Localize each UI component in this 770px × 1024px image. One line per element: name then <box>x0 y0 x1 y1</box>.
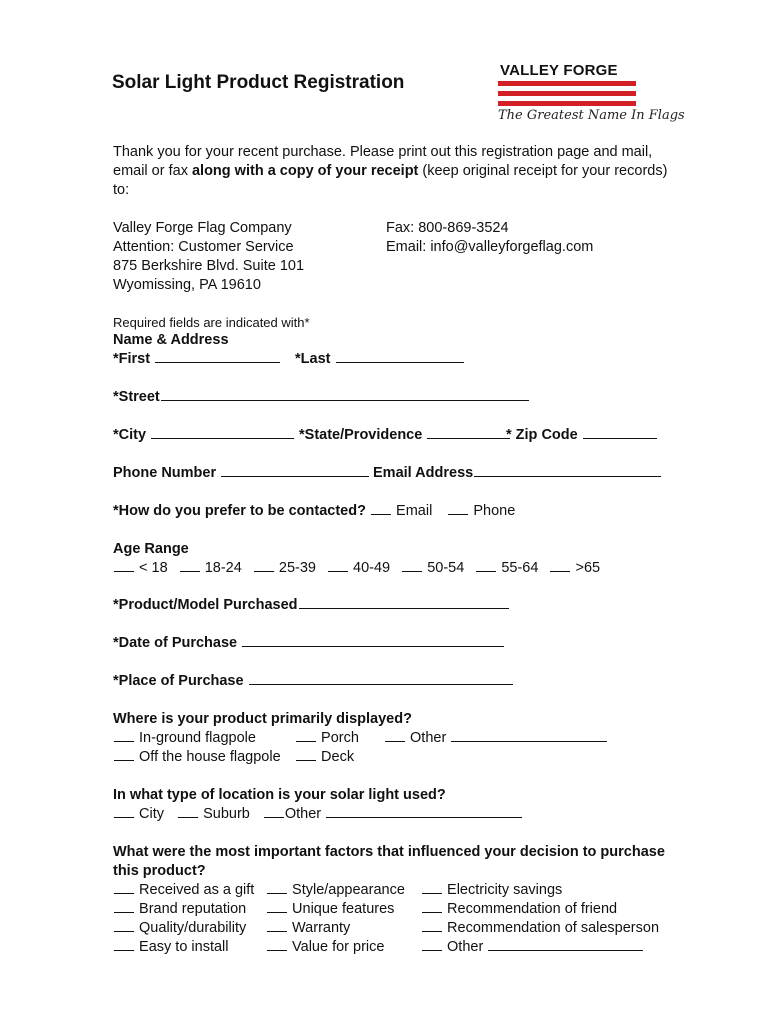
display-blank[interactable] <box>385 729 405 742</box>
required-note: Required fields are indicated with* <box>113 315 310 330</box>
factor-blank[interactable] <box>267 919 287 932</box>
factor-label: Electricity savings <box>447 882 563 898</box>
factor-blank[interactable] <box>267 938 287 951</box>
factor-option <box>266 919 350 938</box>
state-blank[interactable] <box>427 426 510 439</box>
city-field <box>113 426 295 445</box>
logo-stripe <box>498 101 636 106</box>
display-option-label: Deck <box>321 749 355 765</box>
purchase-place-field <box>113 672 514 691</box>
factor-label: Brand reputation <box>139 901 247 917</box>
address-attention: Attention: Customer Service <box>113 239 294 255</box>
factor-option <box>113 881 254 900</box>
email-blank[interactable] <box>474 464 661 477</box>
phone-field <box>113 464 370 483</box>
contact-option-email: Email <box>396 503 433 519</box>
age-blank[interactable] <box>550 559 570 572</box>
location-question: In what type of location is your solar light used? <box>113 787 446 803</box>
location-option: Other <box>284 806 322 822</box>
factor-other-blank[interactable] <box>488 938 643 951</box>
address-street: 875 Berkshire Blvd. Suite 101 <box>113 258 305 274</box>
street-blank[interactable] <box>161 388 529 401</box>
first-name-label: *First <box>113 351 151 367</box>
age-option: 40-49 <box>353 560 391 576</box>
age-blank[interactable] <box>402 559 422 572</box>
factor-blank[interactable] <box>422 900 442 913</box>
factor-option <box>266 938 384 957</box>
contact-option-phone: Phone <box>473 503 516 519</box>
contact-preference <box>113 502 515 521</box>
display-blank[interactable] <box>296 748 316 761</box>
first-name-blank[interactable] <box>155 350 280 363</box>
location-blank[interactable] <box>178 805 198 818</box>
contact-question: *How do you prefer to be contacted? <box>113 503 366 519</box>
age-option: 55-64 <box>501 560 539 576</box>
location-blank[interactable] <box>264 805 284 818</box>
display-option <box>295 729 359 748</box>
factor-option <box>421 881 562 900</box>
purchase-place-blank[interactable] <box>249 672 513 685</box>
factor-label: Value for price <box>292 939 385 955</box>
display-question: Where is your product primarily displayed? <box>113 711 412 727</box>
email-address: Email: info@valleyforgeflag.com <box>386 239 594 255</box>
name-address-heading: Name & Address <box>113 332 229 348</box>
location-blank[interactable] <box>114 805 134 818</box>
factor-label: Warranty <box>292 920 351 936</box>
intro-text: email or fax <box>113 163 192 179</box>
phone-label: Phone Number <box>113 465 217 481</box>
logo-stripe <box>498 91 636 96</box>
factor-option <box>113 938 229 957</box>
age-option: 50-54 <box>427 560 465 576</box>
purchase-date-blank[interactable] <box>242 634 504 647</box>
factor-option <box>266 900 394 919</box>
factor-label: Unique features <box>292 901 395 917</box>
age-blank[interactable] <box>328 559 348 572</box>
email-field <box>373 464 662 483</box>
valley-forge-logo <box>498 62 685 126</box>
display-blank[interactable] <box>114 748 134 761</box>
display-option <box>295 748 354 767</box>
factor-blank[interactable] <box>422 919 442 932</box>
factor-blank[interactable] <box>267 900 287 913</box>
age-option: < 18 <box>139 560 168 576</box>
display-option <box>113 748 281 767</box>
logo-tagline: The Greatest Name In Flags <box>498 108 685 123</box>
last-name-label: *Last <box>295 351 331 367</box>
purchase-date-field <box>113 634 505 653</box>
page-title: Solar Light Product Registration <box>112 72 405 93</box>
factor-blank[interactable] <box>114 919 134 932</box>
factor-label: Style/appearance <box>292 882 405 898</box>
display-option-label: Other <box>410 730 447 746</box>
age-range-options <box>113 559 600 578</box>
factor-blank[interactable] <box>267 881 287 894</box>
factor-option <box>266 881 405 900</box>
state-label: *State/Providence <box>299 427 423 443</box>
intro-line: Thank you for your recent purchase. Please print out this registration page and mail, <box>113 144 653 160</box>
product-model-blank[interactable] <box>299 596 509 609</box>
first-name-field <box>113 350 281 369</box>
age-range-heading: Age Range <box>113 541 189 557</box>
age-option: 18-24 <box>204 560 242 576</box>
display-blank[interactable] <box>114 729 134 742</box>
factor-blank[interactable] <box>114 900 134 913</box>
factors-question: this product? <box>113 863 206 879</box>
intro-line <box>113 162 667 181</box>
street-label: *Street <box>113 389 160 405</box>
display-option-label: In-ground flagpole <box>139 730 256 746</box>
factor-label: Recommendation of salesperson <box>447 920 660 936</box>
address-city: Wyomissing, PA 19610 <box>113 277 261 293</box>
email-label: Email Address <box>373 465 474 481</box>
factor-option <box>113 900 246 919</box>
age-option: 25-39 <box>278 560 316 576</box>
factor-label: Quality/durability <box>139 920 247 936</box>
age-option: >65 <box>575 560 601 576</box>
intro-text: (keep original receipt for your records) <box>418 163 668 179</box>
location-option: Suburb <box>203 806 250 822</box>
factor-blank[interactable] <box>422 938 442 951</box>
intro-bold-text: along with a copy of your receipt <box>191 163 419 179</box>
display-blank[interactable] <box>296 729 316 742</box>
factor-label: Easy to install <box>139 939 229 955</box>
state-field <box>299 426 511 445</box>
display-option <box>384 729 608 748</box>
company-name: Valley Forge Flag Company <box>113 220 292 236</box>
contact-phone-blank[interactable] <box>448 502 468 515</box>
factor-option <box>421 919 659 938</box>
factor-label: Other <box>447 939 484 955</box>
factors-question: What were the most important factors that influenced your decision to purchase <box>113 844 665 860</box>
location-other-blank[interactable] <box>326 805 522 818</box>
city-blank[interactable] <box>151 426 294 439</box>
zip-label: * Zip Code <box>506 427 578 443</box>
phone-blank[interactable] <box>221 464 369 477</box>
zip-field <box>506 426 658 445</box>
last-name-blank[interactable] <box>336 350 464 363</box>
last-name-field <box>295 350 465 369</box>
fax-number: Fax: 800-869-3524 <box>386 220 509 236</box>
location-option: City <box>139 806 165 822</box>
age-blank[interactable] <box>254 559 274 572</box>
city-label: *City <box>113 427 147 443</box>
display-other-blank[interactable] <box>451 729 607 742</box>
factor-blank[interactable] <box>422 881 442 894</box>
age-blank[interactable] <box>180 559 200 572</box>
street-field <box>113 388 530 407</box>
logo-stripe <box>498 81 636 86</box>
factor-option <box>421 938 644 957</box>
contact-email-blank[interactable] <box>371 502 391 515</box>
logo-wordmark: VALLEY FORGE <box>500 62 618 79</box>
factor-option <box>421 900 617 919</box>
zip-blank[interactable] <box>583 426 657 439</box>
purchase-date-label: *Date of Purchase <box>113 635 238 651</box>
display-option <box>113 729 256 748</box>
display-option-label: Off the house flagpole <box>139 749 281 765</box>
age-blank[interactable] <box>476 559 496 572</box>
factor-label: Recommendation of friend <box>447 901 618 917</box>
purchase-place-label: *Place of Purchase <box>113 673 244 689</box>
location-options <box>113 805 523 824</box>
display-option-label: Porch <box>321 730 359 746</box>
factor-label: Received as a gift <box>139 882 255 898</box>
product-model-field <box>113 596 510 615</box>
factor-blank[interactable] <box>114 938 134 951</box>
product-model-label: *Product/Model Purchased <box>113 597 298 613</box>
factor-blank[interactable] <box>114 881 134 894</box>
factor-option <box>113 919 246 938</box>
age-blank[interactable] <box>114 559 134 572</box>
intro-line: to: <box>113 182 130 198</box>
